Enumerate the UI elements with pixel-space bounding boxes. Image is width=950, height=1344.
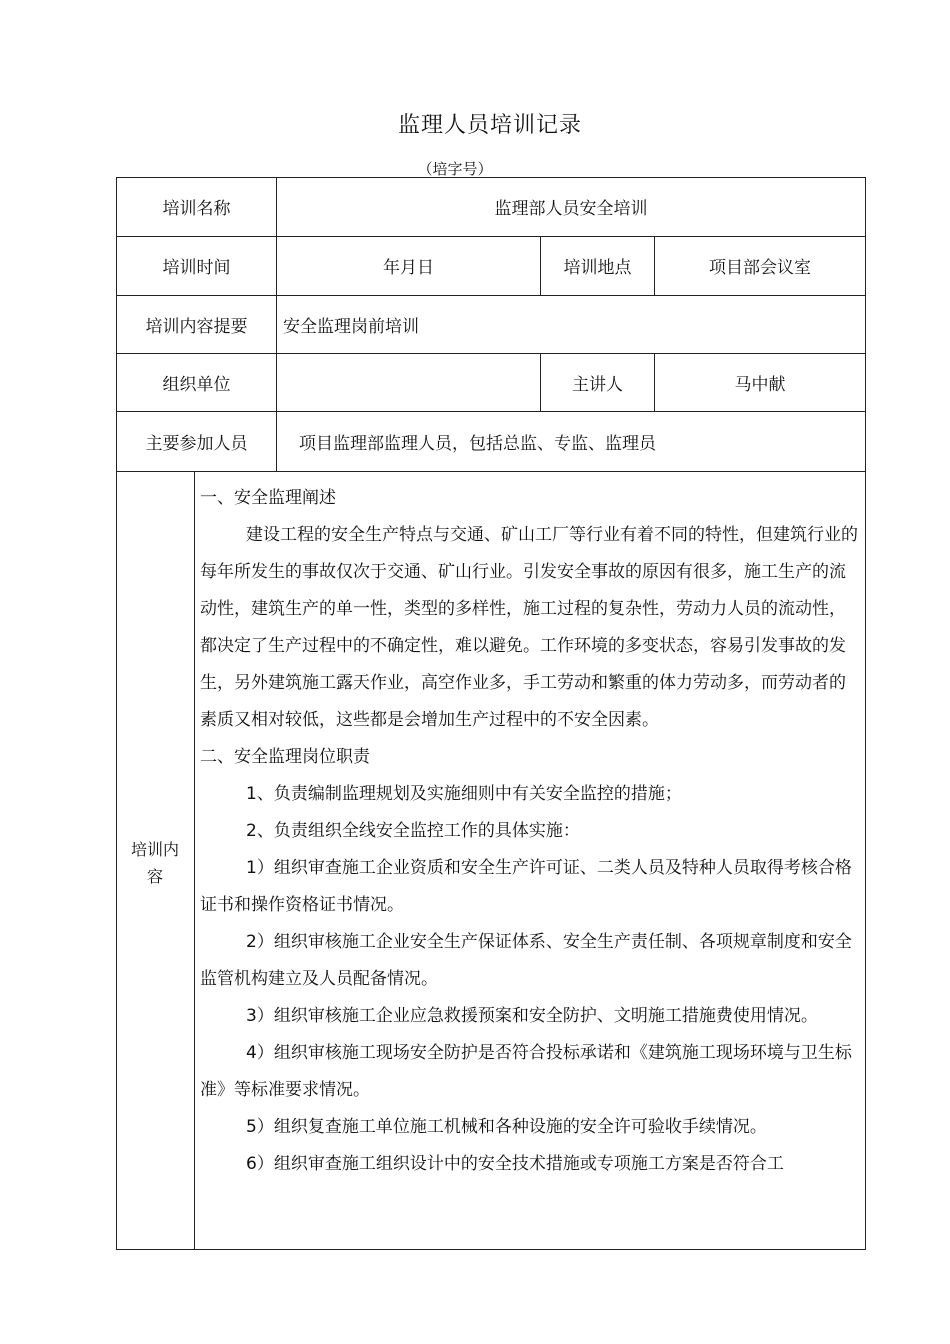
content-paragraph: 5）组织复查施工单位施工机械和各种设施的安全许可验收手续情况。 bbox=[246, 1117, 767, 1137]
training-location-label: 培训地点 bbox=[563, 258, 632, 278]
participants-value: 项目监理部监理人员，包括总监、专监、监理员 bbox=[299, 433, 656, 454]
training-content-body bbox=[200, 480, 862, 1183]
content-paragraph: 建设工程的安全生产特点与交通、矿山工厂等行业有着不同的特性，但建筑行业的每年所发生的事故仅次于交通、矿山行业。引发安全事故的原因有很多，施工生产的流动性，建筑生产的单一性，类型的多样性，施工过程的复杂性，劳动力人员的流动性，都决定了生产过程中的不确定性，难以避免。工作环境的多变状态，容易引发事故的发生，另外建筑施工露天作业，高空作业多，手工劳动和繁重的体力劳动多，而劳动者的素质又相对较低，这些都是会增加生产过程中的不安全因素。 bbox=[200, 525, 858, 730]
content-paragraph: 1、负责编制监理规划及实施细则中有关安全监控的措施； bbox=[246, 784, 682, 804]
column-divider bbox=[194, 471, 195, 1250]
content-paragraph: 4）组织审核施工现场安全防护是否符合投标承诺和《建筑施工现场环境与卫生标准》等标准要求情况。 bbox=[200, 1043, 852, 1100]
training-time-value: 年月日 bbox=[383, 258, 434, 278]
record-number-label: （培字号） bbox=[417, 160, 493, 178]
training-time-label: 培训时间 bbox=[162, 258, 231, 278]
training-location-value: 项目部会议室 bbox=[709, 258, 811, 278]
content-summary-value: 安全监理岗前培训 bbox=[283, 316, 419, 337]
organizer-value bbox=[277, 353, 540, 411]
participants-label: 主要参加人员 bbox=[145, 433, 248, 454]
training-content-label: 培训内 容 bbox=[130, 840, 179, 886]
page-title: 监理人员培训记录 bbox=[397, 113, 582, 138]
content-paragraph: 3）组织审核施工企业应急救援预案和安全防护、文明施工措施费使用情况。 bbox=[246, 1006, 818, 1026]
content-paragraph: 二、安全监理岗位职责 bbox=[200, 747, 370, 767]
row-divider bbox=[116, 471, 866, 472]
content-summary-label: 培训内容提要 bbox=[145, 316, 248, 337]
content-paragraph: 6）组织审查施工组织设计中的安全技术措施或专项施工方案是否符合工 bbox=[246, 1154, 784, 1174]
content-paragraph: 2）组织审核施工企业安全生产保证体系、安全生产责任制、各项规章制度和安全监管机构建立及人员配备情况。 bbox=[200, 932, 852, 989]
training-name-value: 监理部人员安全培训 bbox=[494, 199, 648, 219]
lecturer-value: 马中献 bbox=[734, 374, 786, 395]
content-paragraph: 一、安全监理阐述 bbox=[200, 488, 336, 508]
content-paragraph: 2、负责组织全线安全监控工作的具体实施： bbox=[246, 821, 580, 841]
lecturer-label: 主讲人 bbox=[572, 374, 623, 395]
training-name-label: 培训名称 bbox=[162, 199, 231, 219]
content-paragraph: 1）组织审查施工企业资质和安全生产许可证、二类人员及特种人员取得考核合格证书和操作资格证书情况。 bbox=[200, 858, 852, 915]
organizer-label: 组织单位 bbox=[162, 374, 231, 395]
